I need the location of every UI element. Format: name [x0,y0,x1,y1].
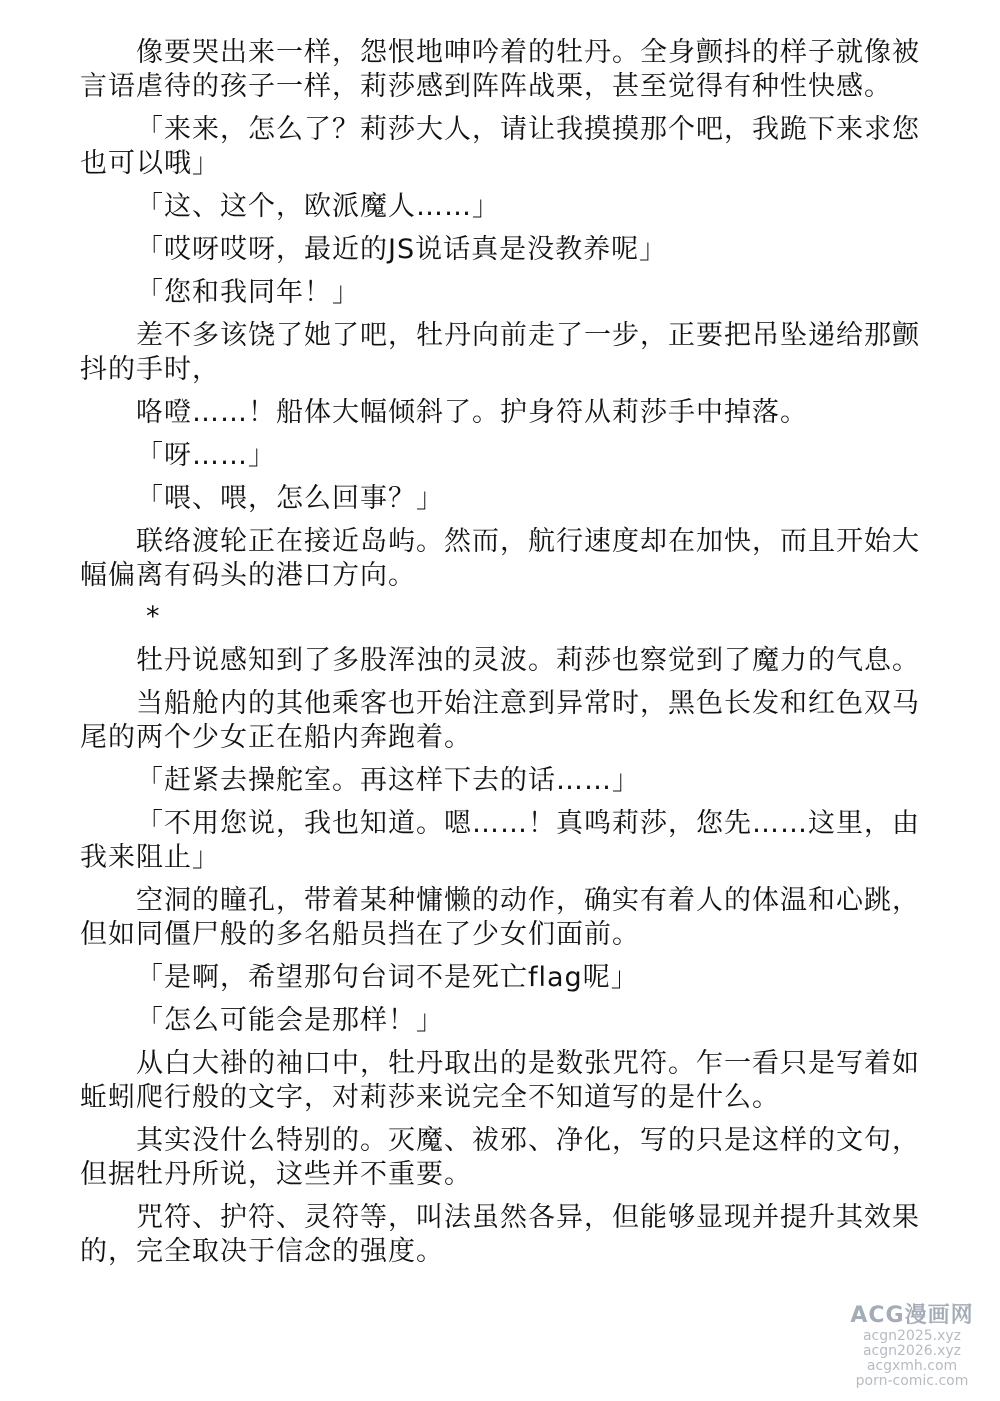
dialogue-line: 「来来，怎么了？莉莎大人，请让我摸摸那个吧，我跪下来求您也可以哦」 [80,114,920,179]
watermark-url: porn-comic.com [855,1373,969,1389]
paragraph: 牡丹说感知到了多股浑浊的灵波。莉莎也察觉到了魔力的气息。 [136,645,920,676]
dialogue-line: 「是啊，希望那句台词不是死亡flag呢」 [136,962,639,993]
scene-separator: * [146,601,160,632]
paragraph: 差不多该饶了她了吧，牡丹向前走了一步，正要把吊坠递给那颤抖的手时， [80,320,920,385]
dialogue-line: 「赶紧去操舵室。再这样下去的话……」 [136,765,640,796]
dialogue-line: 「喂、喂，怎么回事？」 [136,483,444,514]
dialogue-line: 「怎么可能会是那样！」 [136,1005,444,1036]
dialogue-line: 「不用您说，我也知道。嗯……！真鸣莉莎，您先……这里，由我来阻止」 [80,808,920,873]
paragraph: 当船舱内的其他乘客也开始注意到异常时，黑色长发和红色双马尾的两个少女正在船内奔跑着。 [80,688,920,753]
watermark-url: acgn2025.xyz [862,1328,962,1344]
watermark-logo: ACG漫画网 [850,1303,974,1328]
paragraph: 其实没什么特别的。灭魔、祓邪、净化，写的只是这样的文句，但据牡丹所说，这些并不重要。 [80,1125,920,1190]
document-body [80,36,925,1278]
watermark-url: acgn2026.xyz [862,1343,962,1359]
watermark-url: acgxmh.com [866,1358,958,1374]
paragraph: 空洞的瞳孔，带着某种慵懒的动作，确实有着人的体温和心跳，但如同僵尸般的多名船员挡在了少女们面前。 [80,885,920,950]
paragraph: 咒符、护符、灵符等，叫法虽然各异，但能够显现并提升其效果的，完全取决于信念的强度。 [80,1202,920,1267]
paragraph: 联络渡轮正在接近岛屿。然而，航行速度却在加快，而且开始大幅偏离有码头的港口方向。 [80,526,920,591]
paragraph: 像要哭出来一样，怨恨地呻吟着的牡丹。全身颤抖的样子就像被言语虐待的孩子一样，莉莎感到阵阵战栗，甚至觉得有种性快感。 [80,37,920,102]
site-watermark [842,1303,982,1389]
dialogue-line: 「呀……」 [136,440,276,471]
paragraph: 咯噔……！船体大幅倾斜了。护身符从莉莎手中掉落。 [136,397,808,428]
dialogue-line: 「这、这个，欧派魔人……」 [136,191,500,222]
dialogue-line: 「哎呀哎呀，最近的JS说话真是没教养呢」 [136,234,668,265]
dialogue-line: 「您和我同年！」 [136,277,360,308]
paragraph: 从白大褂的袖口中，牡丹取出的是数张咒符。乍一看只是写着如蚯蚓爬行般的文字，对莉莎来说完全不知道写的是什么。 [80,1048,920,1113]
